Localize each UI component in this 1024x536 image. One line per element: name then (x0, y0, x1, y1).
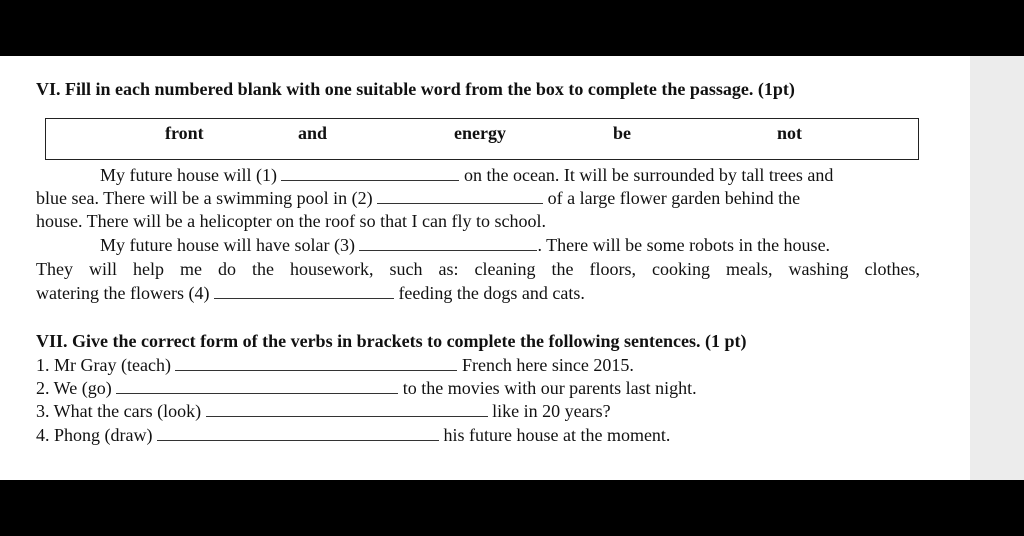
item-4-rest: his future house at the moment. (443, 425, 671, 445)
word-be: be (613, 123, 631, 143)
right-page-margin (970, 56, 1024, 480)
p2-l3-text-a: watering the flowers (4) (36, 283, 210, 303)
word-box (45, 118, 919, 160)
blank-3[interactable] (359, 234, 537, 251)
paragraph-2-line-1 (100, 234, 830, 256)
section-7-heading: VII. Give the correct form of the verbs in brackets to complete the following sentences. (1 pt) (36, 331, 747, 351)
item-1-rest: French here since 2015. (461, 355, 634, 375)
p1-l2-text-a: blue sea. There will be a swimming pool in (2) (36, 188, 373, 208)
verb-blank-2[interactable] (116, 377, 398, 394)
item-4-prompt: 4. Phong (draw) (36, 425, 153, 445)
blank-1[interactable] (281, 164, 459, 181)
word-front: front (165, 123, 204, 143)
item-2-prompt: 2. We (go) (36, 378, 112, 398)
item-3-rest: like in 20 years? (492, 401, 611, 421)
p2-l1-text-b: . There will be some robots in the house. (537, 235, 831, 255)
verb-blank-1[interactable] (175, 354, 457, 371)
word-not: not (777, 123, 803, 143)
paragraph-1-line-1 (100, 164, 833, 186)
verb-blank-3[interactable] (206, 400, 488, 417)
p1-l2-text-b: of a large flower garden behind the (547, 188, 801, 208)
item-1-prompt: 1. Mr Gray (teach) (36, 355, 171, 375)
section-6-heading: VI. Fill in each numbered blank with one suitable word from the box to complete the passage. (1pt) (36, 79, 795, 99)
verb-item-4 (36, 424, 670, 446)
p1-l1-text-a: My future house will (1) (100, 165, 277, 185)
verb-item-1 (36, 354, 634, 376)
paragraph-2-line-2: They will help me do the housework, such as: cleaning the floors, cooking meals, washing clothes, (36, 259, 920, 279)
word-and: and (298, 123, 328, 143)
blank-2[interactable] (377, 187, 543, 204)
top-black-bar (0, 0, 1024, 56)
p1-l1-text-b: on the ocean. It will be surrounded by tall trees and (463, 165, 834, 185)
blank-4[interactable] (214, 282, 394, 299)
verb-item-3 (36, 400, 611, 422)
item-3-prompt: 3. What the cars (look) (36, 401, 202, 421)
p2-l1-text-a: My future house will have solar (3) (100, 235, 355, 255)
paragraph-1-line-3: house. There will be a helicopter on the roof so that I can fly to school. (36, 211, 547, 231)
item-2-rest: to the movies with our parents last night. (402, 378, 697, 398)
bottom-black-bar (0, 480, 1024, 536)
verb-item-2 (36, 377, 697, 399)
paragraph-2-line-3 (36, 282, 585, 304)
p2-l3-text-b: feeding the dogs and cats. (398, 283, 585, 303)
word-energy: energy (454, 123, 506, 143)
verb-blank-4[interactable] (157, 424, 439, 441)
paragraph-1-line-2 (36, 187, 800, 209)
